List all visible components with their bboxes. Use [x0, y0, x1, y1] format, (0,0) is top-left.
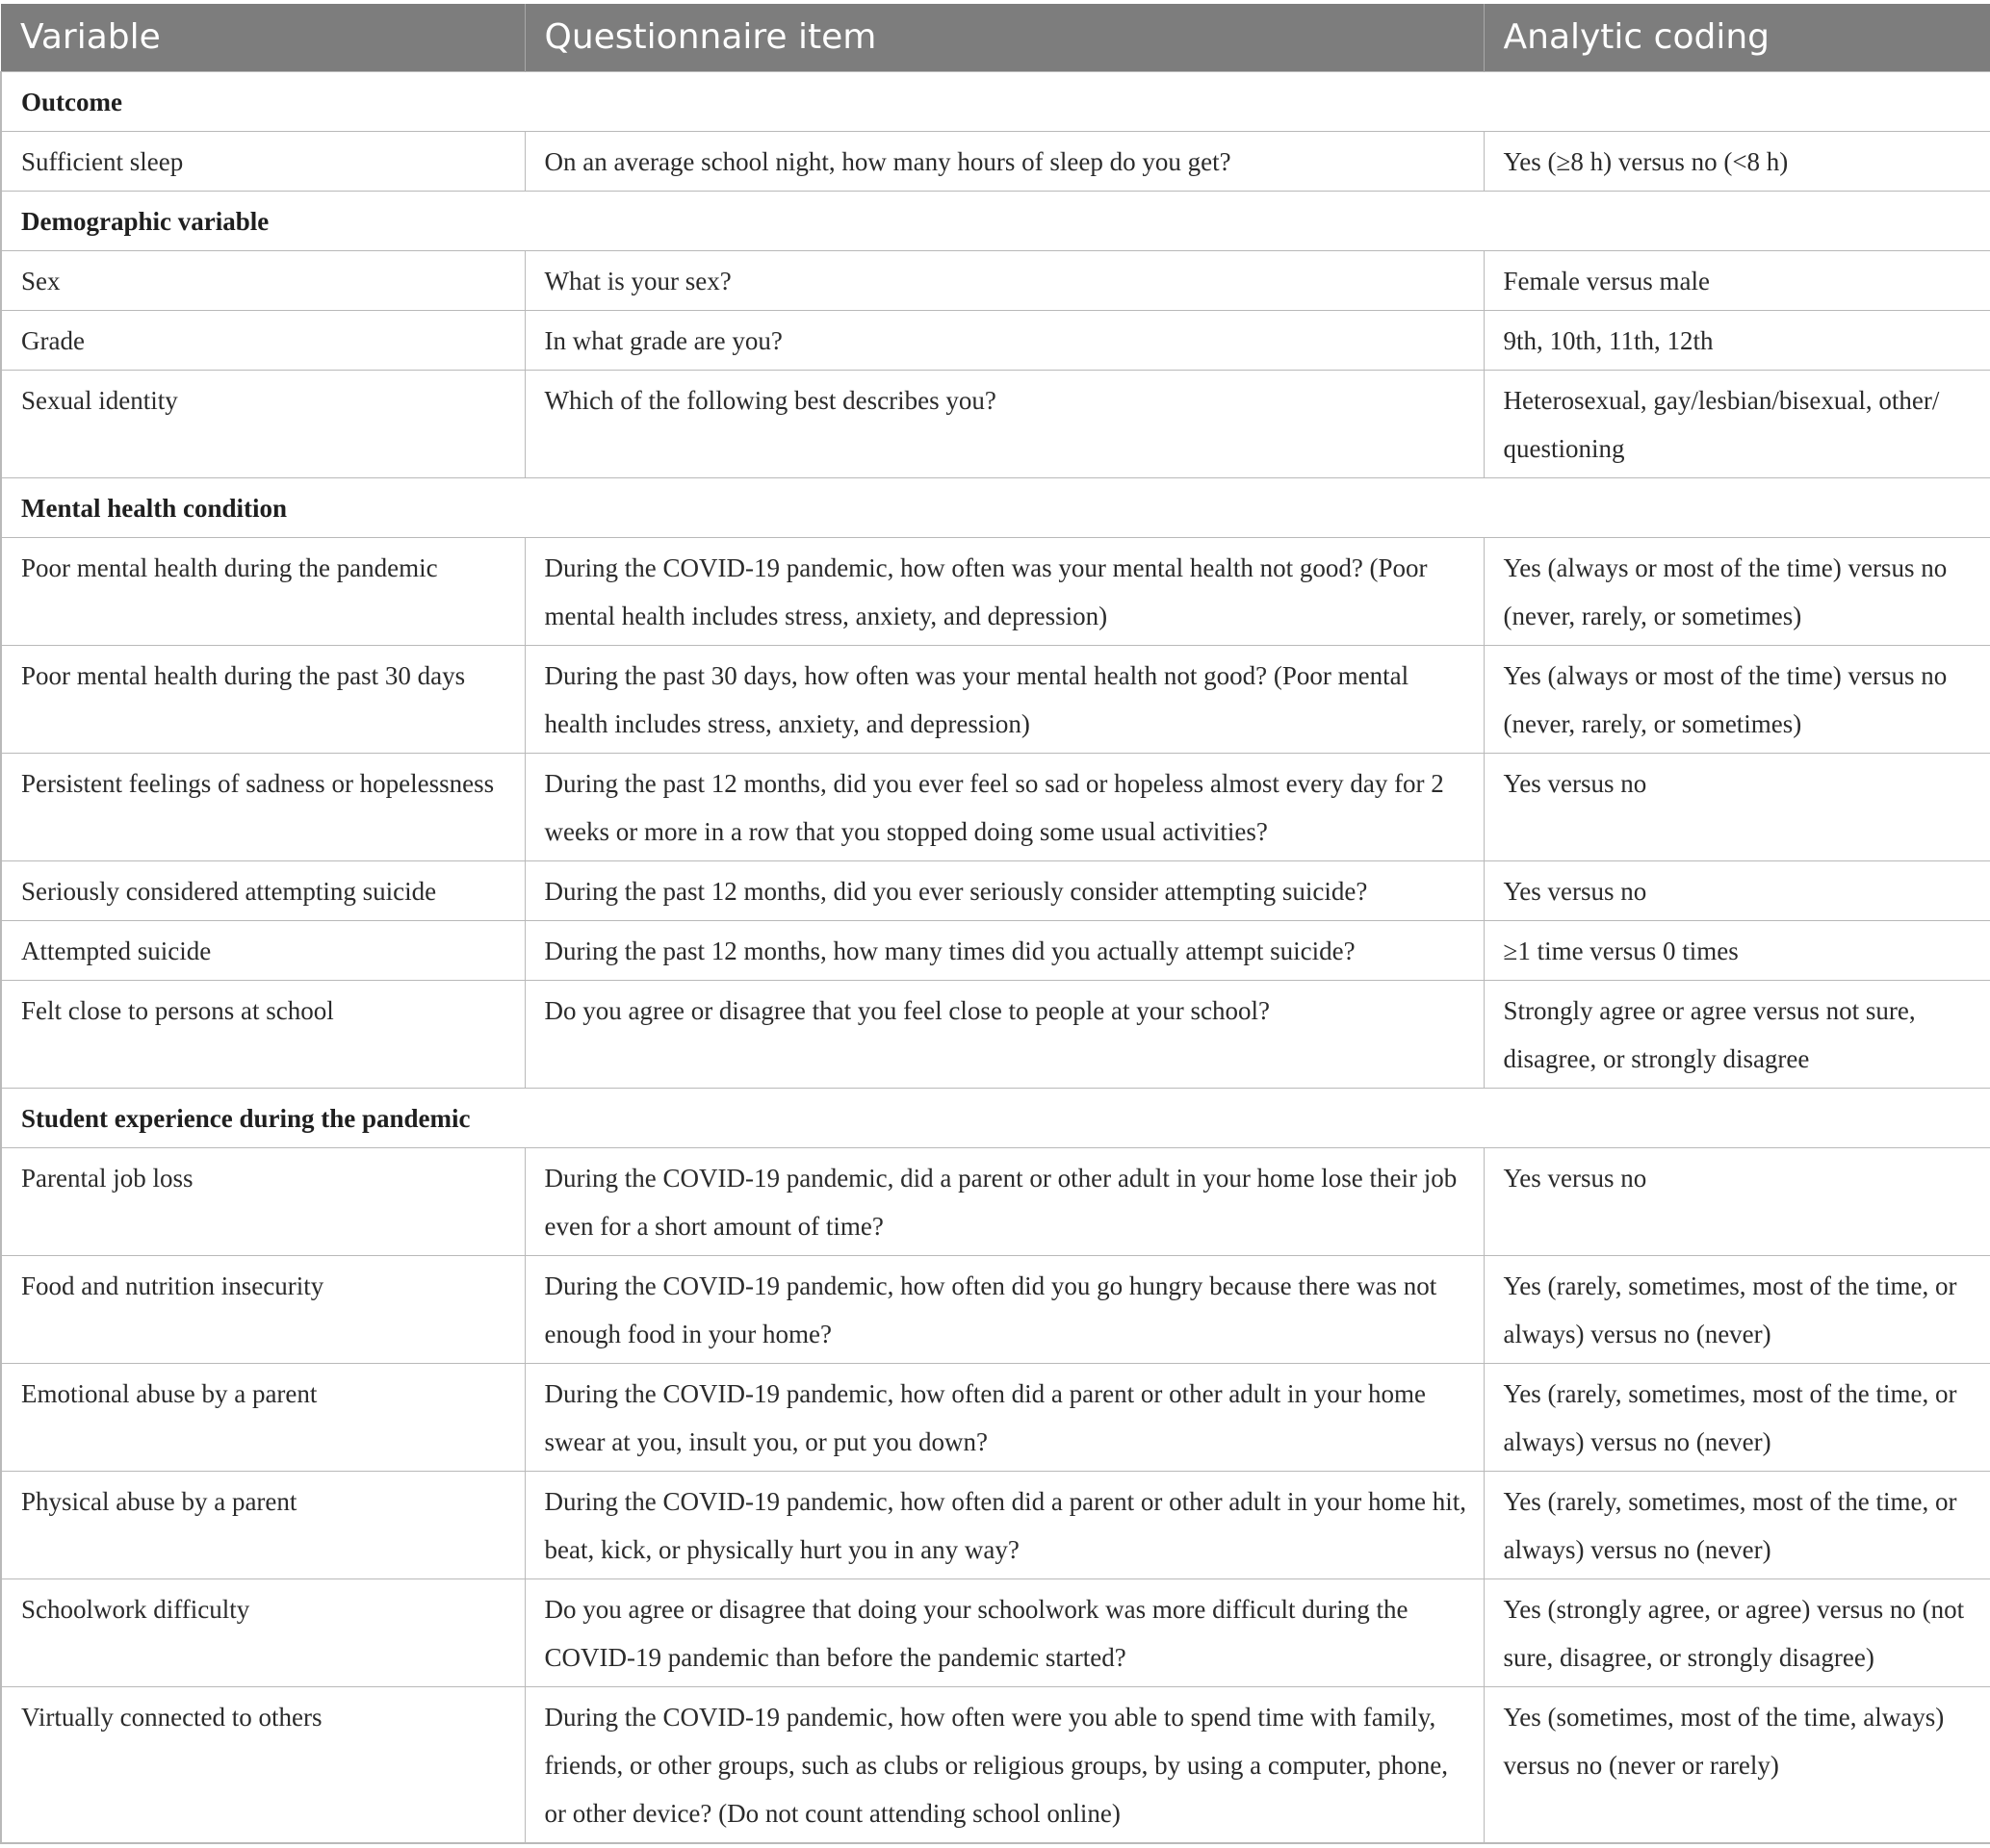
analytic-coding-cell: Yes (≥8 h) versus no (<8 h)	[1484, 131, 1990, 191]
questionnaire-item-cell: Which of the following best describes you?	[525, 370, 1484, 477]
analytic-coding-cell: Yes (strongly agree, or agree) versus no (not sure, disagree, or strongly disagree)	[1484, 1578, 1990, 1686]
questionnaire-item-cell: During the past 12 months, did you ever seriously consider attempting suicide?	[525, 860, 1484, 920]
questionnaire-item-cell: In what grade are you?	[525, 310, 1484, 370]
variable-cell: Attempted suicide	[1, 920, 525, 980]
questionnaire-item-cell: During the COVID-19 pandemic, how often did a parent or other adult in your home swear at you, insult you, or put you down?	[525, 1363, 1484, 1471]
table-row	[1, 1363, 1990, 1471]
table-row	[1, 1686, 1990, 1843]
questionnaire-item-cell: During the past 12 months, did you ever feel so sad or hopeless almost every day for 2 weeks or more in a row that you stopped doing some usual activities?	[525, 753, 1484, 860]
header-analytic-coding: Analytic coding	[1484, 4, 1990, 71]
header-row	[1, 4, 1990, 71]
analytic-coding-cell: Yes (sometimes, most of the time, always) versus no (never or rarely)	[1484, 1686, 1990, 1843]
variable-cell: Sex	[1, 250, 525, 310]
table-row	[1, 537, 1990, 645]
table-row	[1, 920, 1990, 980]
section-row	[1, 477, 1990, 537]
table-row	[1, 370, 1990, 477]
table-row	[1, 250, 1990, 310]
analytic-coding-cell: Heterosexual, gay/lesbian/bisexual, other/ questioning	[1484, 370, 1990, 477]
questionnaire-item-cell: During the COVID-19 pandemic, did a parent or other adult in your home lose their job even for a short amount of time?	[525, 1147, 1484, 1255]
variable-cell: Parental job loss	[1, 1147, 525, 1255]
section-title: Outcome	[1, 71, 1990, 131]
table-row	[1, 753, 1990, 860]
variable-cell: Sexual identity	[1, 370, 525, 477]
variable-cell: Persistent feelings of sadness or hopelessness	[1, 753, 525, 860]
table-row	[1, 860, 1990, 920]
questionnaire-item-cell: During the past 30 days, how often was your mental health not good? (Poor mental health includes stress, anxiety, and depression)	[525, 645, 1484, 753]
questionnaire-item-cell: During the COVID-19 pandemic, how often were you able to spend time with family, friends, or other groups, such as clubs or religious groups, by using a computer, phone, or other device? (Do not count attending school online)	[525, 1686, 1484, 1843]
table-body	[1, 71, 1990, 1843]
table-row	[1, 980, 1990, 1088]
analytic-coding-cell: Yes (rarely, sometimes, most of the time, or always) versus no (never)	[1484, 1363, 1990, 1471]
table-row	[1, 310, 1990, 370]
variables-table	[0, 4, 1990, 1844]
analytic-coding-cell: Yes versus no	[1484, 753, 1990, 860]
questionnaire-item-cell: During the COVID-19 pandemic, how often did a parent or other adult in your home hit, beat, kick, or physically hurt you in any way?	[525, 1471, 1484, 1578]
variable-cell: Schoolwork difficulty	[1, 1578, 525, 1686]
analytic-coding-cell: 9th, 10th, 11th, 12th	[1484, 310, 1990, 370]
table-row	[1, 1471, 1990, 1578]
questionnaire-item-cell: What is your sex?	[525, 250, 1484, 310]
table-row	[1, 1578, 1990, 1686]
analytic-coding-cell: Female versus male	[1484, 250, 1990, 310]
analytic-coding-cell: Yes versus no	[1484, 1147, 1990, 1255]
variable-cell: Felt close to persons at school	[1, 980, 525, 1088]
header-variable: Variable	[1, 4, 525, 71]
section-row	[1, 191, 1990, 250]
analytic-coding-cell: ≥1 time versus 0 times	[1484, 920, 1990, 980]
analytic-coding-cell: Yes (always or most of the time) versus no (never, rarely, or sometimes)	[1484, 537, 1990, 645]
analytic-coding-cell: Yes versus no	[1484, 860, 1990, 920]
section-row	[1, 1088, 1990, 1147]
variable-cell: Virtually connected to others	[1, 1686, 525, 1843]
variable-cell: Seriously considered attempting suicide	[1, 860, 525, 920]
table-row	[1, 645, 1990, 753]
section-row	[1, 71, 1990, 131]
variable-cell: Sufficient sleep	[1, 131, 525, 191]
analytic-coding-cell: Yes (rarely, sometimes, most of the time, or always) versus no (never)	[1484, 1471, 1990, 1578]
questionnaire-item-cell: During the COVID-19 pandemic, how often did you go hungry because there was not enough food in your home?	[525, 1255, 1484, 1363]
section-title: Student experience during the pandemic	[1, 1088, 1990, 1147]
table-row	[1, 1255, 1990, 1363]
variable-cell: Grade	[1, 310, 525, 370]
variable-cell: Poor mental health during the pandemic	[1, 537, 525, 645]
analytic-coding-cell: Yes (rarely, sometimes, most of the time, or always) versus no (never)	[1484, 1255, 1990, 1363]
header-questionnaire-item: Questionnaire item	[525, 4, 1484, 71]
questionnaire-item-cell: During the COVID-19 pandemic, how often was your mental health not good? (Poor mental health includes stress, anxiety, and depression)	[525, 537, 1484, 645]
analytic-coding-cell: Strongly agree or agree versus not sure, disagree, or strongly disagree	[1484, 980, 1990, 1088]
table-row	[1, 1147, 1990, 1255]
table-row	[1, 131, 1990, 191]
variable-cell: Physical abuse by a parent	[1, 1471, 525, 1578]
questionnaire-item-cell: During the past 12 months, how many times did you actually attempt suicide?	[525, 920, 1484, 980]
section-title: Demographic variable	[1, 191, 1990, 250]
questionnaire-item-cell: Do you agree or disagree that you feel close to people at your school?	[525, 980, 1484, 1088]
analytic-coding-cell: Yes (always or most of the time) versus no (never, rarely, or sometimes)	[1484, 645, 1990, 753]
section-title: Mental health condition	[1, 477, 1990, 537]
variable-cell: Emotional abuse by a parent	[1, 1363, 525, 1471]
variable-cell: Food and nutrition insecurity	[1, 1255, 525, 1363]
questionnaire-item-cell: On an average school night, how many hours of sleep do you get?	[525, 131, 1484, 191]
table-header	[1, 4, 1990, 71]
questionnaire-item-cell: Do you agree or disagree that doing your schoolwork was more difficult during the COVID-19 pandemic than before the pandemic started?	[525, 1578, 1484, 1686]
variable-cell: Poor mental health during the past 30 days	[1, 645, 525, 753]
